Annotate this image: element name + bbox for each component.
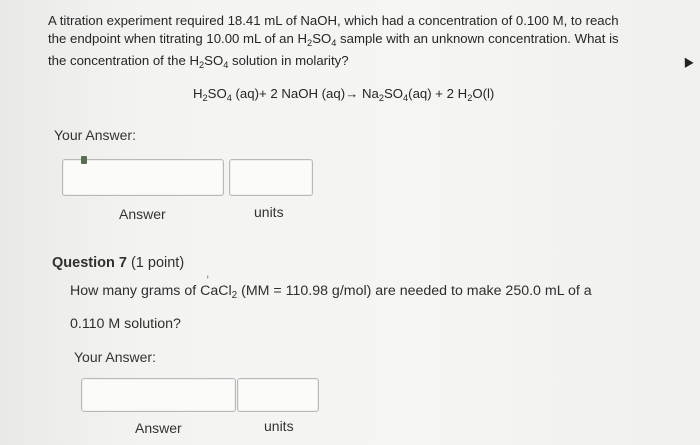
units-input[interactable] — [229, 159, 313, 196]
your-answer-label: Your Answer: — [54, 127, 136, 143]
stray-mark: , — [206, 266, 210, 280]
question-7-line-1: How many grams of CaCl$_2$ (MM = 110.98 g/mol) are needed to make 250.0 mL of a — [70, 283, 592, 301]
units-input-q7[interactable] — [237, 378, 319, 412]
units-label-q7: units — [264, 418, 294, 434]
question-7-line-2: 0.110 M solution? — [70, 316, 181, 332]
answer-label-q7: Answer — [135, 420, 182, 436]
mouse-pointer-icon — [680, 55, 693, 68]
your-answer-label-q7: Your Answer: — [74, 349, 156, 365]
answer-input[interactable] — [62, 159, 224, 196]
question-6-line-3: the concentration of the $H_2SO_4$ solution in molarity? — [48, 53, 349, 70]
text-cursor-icon — [81, 156, 87, 164]
answer-input-q7[interactable] — [81, 378, 236, 412]
reaction-equation: $H_2SO_4$ (aq)+ 2 NaOH $(aq)\to Na_2SO_4(aq) + 2$ $H_2O(l)$ — [193, 86, 495, 103]
question-6-text — [48, 12, 658, 75]
units-label: units — [254, 204, 284, 220]
question-6-line-2: the endpoint when titrating 10.00 mL of an $H_2SO_4$ sample with an unknown concentration. What is — [48, 30, 619, 48]
answer-label: Answer — [119, 206, 166, 222]
question-6-line-1: A titration experiment required 18.41 mL of NaOH, which had a concentration of 0.100 M, to reach — [48, 13, 619, 28]
question-7-heading: Question 7 (1 point) — [52, 255, 185, 271]
question-7-text — [70, 277, 670, 338]
